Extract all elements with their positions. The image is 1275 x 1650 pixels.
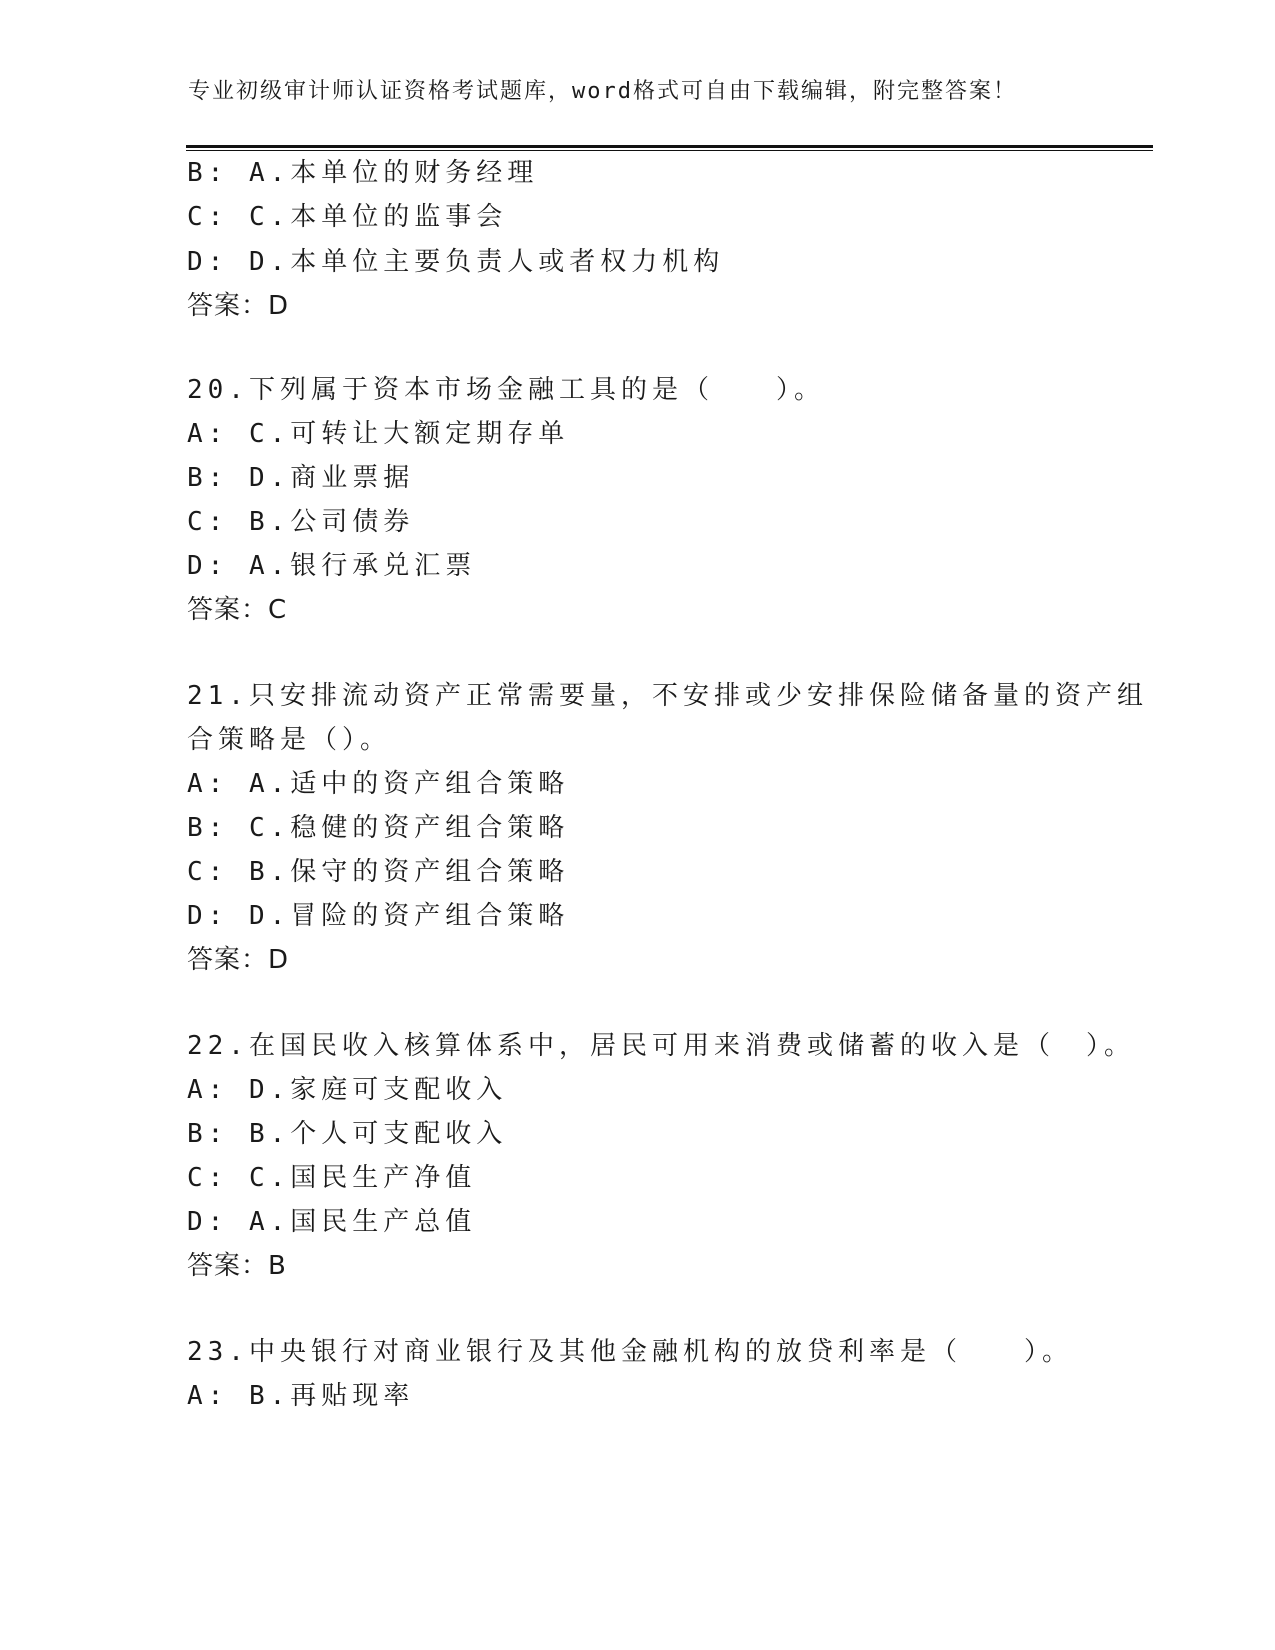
option-c: C: B.公司债券	[187, 507, 415, 537]
option-b: B: D.商业票据	[187, 463, 415, 493]
option-b: B: B.个人可支配收入	[187, 1119, 508, 1149]
option-d: D: D.本单位主要负责人或者权力机构	[187, 247, 725, 277]
option-a: A: C.可转让大额定期存单	[187, 419, 570, 449]
header-divider-thin	[186, 150, 1153, 151]
question-stem: 20.下列属于资本市场金融工具的是（ ）。	[187, 375, 825, 405]
option-a: A: D.家庭可支配收入	[187, 1075, 508, 1105]
header-divider-thick	[186, 145, 1153, 148]
answer: 答案：D	[187, 291, 290, 321]
option-c: C: B.保守的资产组合策略	[187, 857, 570, 887]
question-stem: 21.只安排流动资产正常需要量，不安排或少安排保险储备量的资产组	[187, 681, 1148, 711]
answer: 答案：D	[187, 945, 290, 975]
answer: 答案：B	[187, 1251, 287, 1281]
question-stem: 23.中央银行对商业银行及其他金融机构的放贷利率是（ ）。	[187, 1337, 1073, 1367]
option-a: A: B.再贴现率	[187, 1381, 415, 1411]
option-b: B: C.稳健的资产组合策略	[187, 813, 570, 843]
option-d: D: D.冒险的资产组合策略	[187, 901, 570, 931]
option-c: C: C.国民生产净值	[187, 1163, 477, 1193]
page-header: 专业初级审计师认证资格考试题库，word格式可自由下载编辑，附完整答案！	[188, 79, 1017, 104]
option-b: B: A.本单位的财务经理	[187, 158, 539, 188]
option-d: D: A.银行承兑汇票	[187, 551, 477, 581]
question-stem: 22.在国民收入核算体系中，居民可用来消费或储蓄的收入是（ ）。	[187, 1031, 1135, 1061]
option-c: C: C.本单位的监事会	[187, 202, 508, 232]
question-stem-continued: 合策略是（）。	[187, 725, 392, 755]
answer: 答案：C	[187, 595, 288, 625]
option-a: A: A.适中的资产组合策略	[187, 769, 570, 799]
option-d: D: A.国民生产总值	[187, 1207, 477, 1237]
